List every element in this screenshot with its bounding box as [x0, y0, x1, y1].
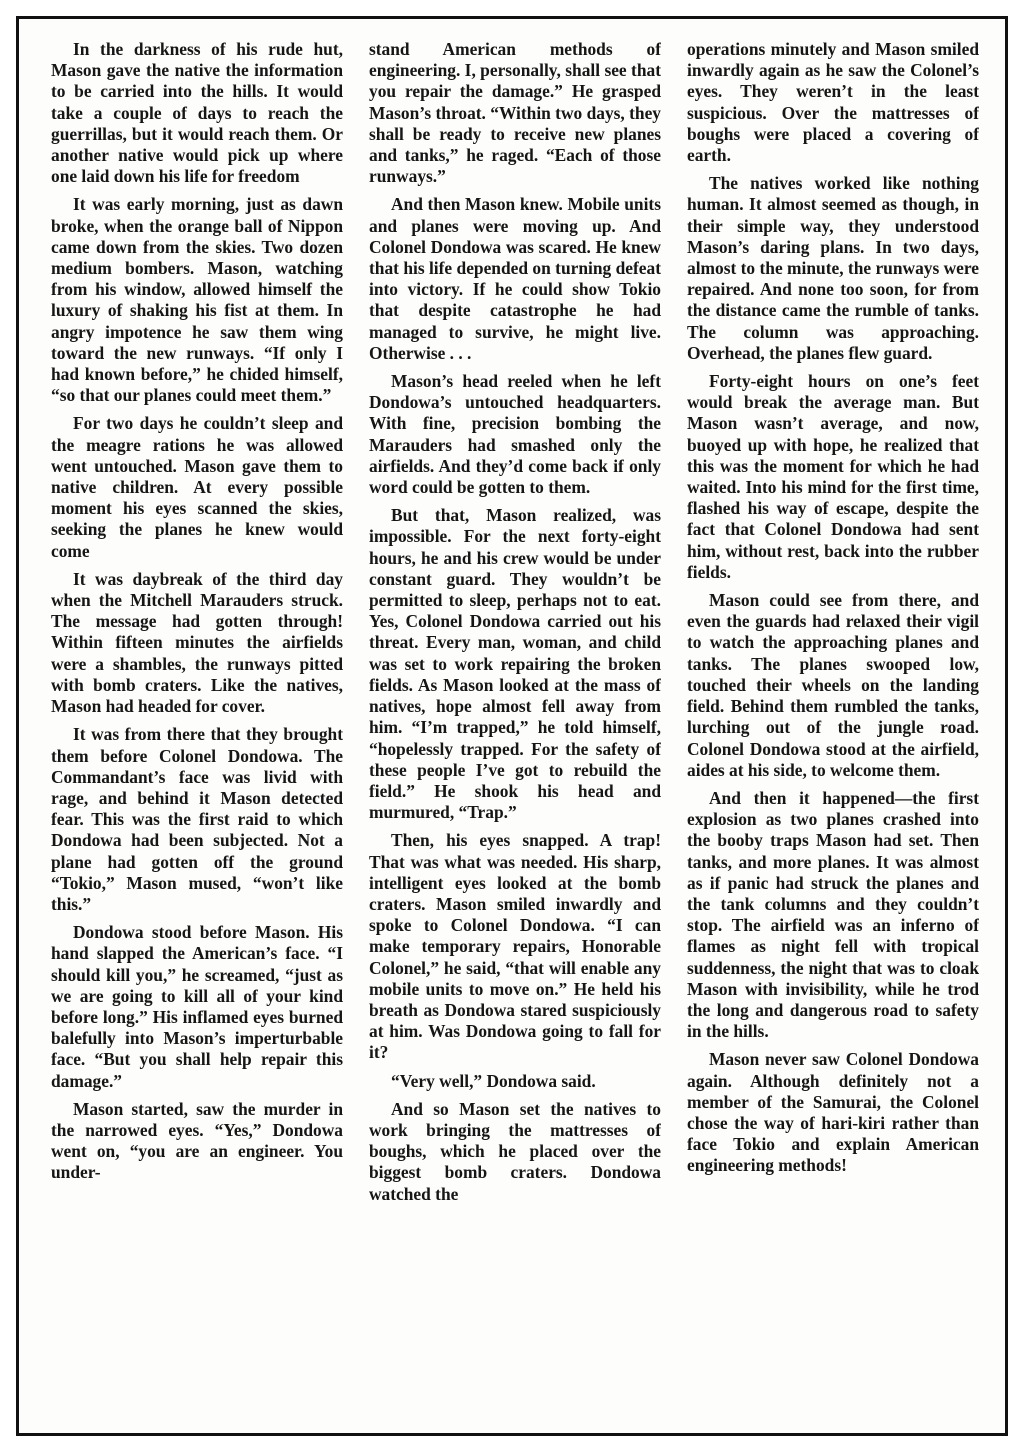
paragraph: Mason could see from there, and even the guards had relaxed their vigil to watch the approaching planes and tanks. The planes swooped low, touched their wheels on the landing field. Behind them rumbled the tanks, lurching out of the jungle road. Colonel Dondowa stood at the airfield, aides at his side, to welcome them. — [687, 590, 979, 780]
paragraph-continued: operations minutely and Mason smiled inwardly again as he saw the Colonel’s eyes. They weren’t in the least suspicious. Over the mattresses of boughs were placed a covering of earth. — [687, 39, 979, 166]
paragraph: For two days he couldn’t sleep and the meagre rations he was allowed went untouched. Mason gave them to native children. At every possible moment his eyes scanned the skies, seeking the planes he knew would come — [51, 413, 343, 561]
paragraph: It was daybreak of the third day when the Mitchell Marauders struck. The message had gotten through! Within fifteen minutes the airfields were a shambles, the runways pitted with bomb craters. Like the natives, Mason had headed for cover. — [51, 568, 343, 717]
paragraph: Then, his eyes snapped. A trap! That was what was needed. His sharp, intelligent eyes looked at the bomb craters. Mason smiled inwardly and spoke to Colonel Dondowa. “I can make temporary repairs, Honorable Colonel,” he said, “that will enable any mobile units to move on.” He held his breath as Dondowa stared suspiciously at him. Was Dondowa going to fall for it? — [369, 830, 661, 1063]
paragraph: Mason started, saw the murder in the narrowed eyes. “Yes,” Dondowa went on, “you are an engineer. You under- — [51, 1098, 343, 1183]
paragraph: “Very well,” Dondowa said. — [391, 1070, 596, 1091]
column-2 — [369, 39, 661, 1429]
column-3 — [687, 39, 979, 1429]
paragraph: But that, Mason realized, was impossible. For the next forty-eight hours, he and his crew would be under constant guard. They wouldn’t be permitted to sleep, perhaps not to eat. Yes, Colonel Dondowa carried out his threat. Every man, woman, and child was set to work repairing the broken fields. As Mason looked at the mass of natives, hope almost fell away from him. “I’m trapped,” he told himself, “hopelessly trapped. For the safety of these people I’ve got to rebuild the field.” He shook his head and murmured, “Trap.” — [369, 505, 661, 823]
paragraph: And so Mason set the natives to work bringing the mattresses of boughs, which he placed over the biggest bomb craters. Dondowa watched the — [369, 1098, 661, 1204]
paragraph: Mason never saw Colonel Dondowa again. Although definitely not a member of the Samurai, the Colonel chose the way of hari-kiri rather than face Tokio and explain American engineering methods! — [687, 1049, 979, 1176]
paragraph-continued: stand American methods of engineering. I, personally, shall see that you repair the damage.” He grasped Mason’s throat. “Within two days, they shall be ready to receive new planes and tanks,” he raged. “Each of those runways.” — [369, 39, 661, 187]
paragraph: It was early morning, just as dawn broke, when the orange ball of Nippon came down from the skies. Two dozen medium bombers. Mason, watching from his window, allowed himself the luxury of shaking his fist at them. In angry impotence he saw them wing toward the new runways. “If only I had known before,” he chided himself, “so that our planes could meet them.” — [51, 194, 343, 406]
column-1 — [51, 39, 343, 1429]
article-page — [16, 16, 1008, 1436]
paragraph: In the darkness of his rude hut, Mason gave the native the information to be carried into the hills. It would take a couple of days to reach the guerrillas, but it would reach them. Or another native would pick up where one laid down his life for freedom — [51, 39, 343, 187]
paragraph: Dondowa stood before Mason. His hand slapped the American’s face. “I should kill you,” he screamed, “just as we are going to kill all of your kind before long.” His inflamed eyes burned balefully into Mason’s imperturbable face. “But you shall help repair this damage.” — [51, 922, 343, 1091]
paragraph: And then it happened—the first explosion as two planes crashed into the booby traps Mason had set. Then tanks, and more planes. It was almost as if panic had struck the planes and the tank columns and they couldn’t stop. The airfield was an inferno of flames as night fell with tropical suddenness, the night that was to cloak Mason with invisibility, while he trod the long and dangerous road to safety in the hills. — [687, 787, 979, 1042]
paragraph: The natives worked like nothing human. It almost seemed as though, in their simple way, they understood Mason’s daring plans. In two days, almost to the minute, the runways were repaired. And none too soon, for from the distance came the rumble of tanks. The column was approaching. Overhead, the planes flew guard. — [687, 173, 979, 363]
paragraph: Mason’s head reeled when he left Dondowa’s untouched headquarters. With fine, precision bombing the Marauders had smashed only the airfields. And they’d come back if only word could be gotten to them. — [369, 371, 661, 498]
article-columns — [51, 39, 979, 1429]
paragraph: And then Mason knew. Mobile units and planes were moving up. And Colonel Dondowa was scared. He knew that his life depended on turning defeat into victory. If he could show Tokio that despite catastrophe he had managed to survive, he might live. Otherwise . . . — [369, 194, 661, 363]
paragraph: Forty-eight hours on one’s feet would break the average man. But Mason wasn’t average, and now, buoyed up with hope, he realized that this was the moment for which he had waited. Into his mind for the first time, flashed his way of escape, despite the fact that Colonel Dondowa had sent him, without rest, back into the rubber fields. — [687, 371, 979, 582]
paragraph: It was from there that they brought them before Colonel Dondowa. The Commandant’s face was livid with rage, and behind it Mason detected fear. This was the first raid to which Dondowa had been subjected. Not a plane had gotten off the ground “Tokio,” Mason mused, “won’t like this.” — [51, 724, 343, 914]
